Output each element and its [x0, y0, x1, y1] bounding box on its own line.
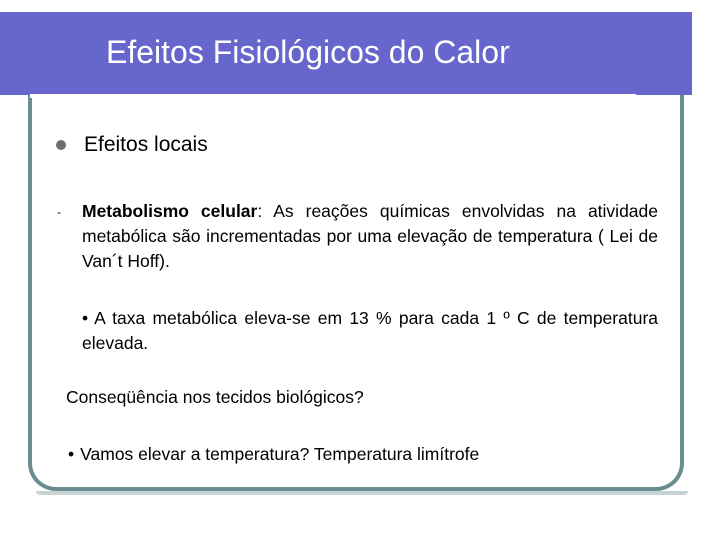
rate-text: A taxa metabólica eleva-se em 13 % para cada 1 º C de temperatura elevada.: [82, 308, 658, 353]
bullet-icon: [56, 140, 66, 150]
question-text: Conseqüência nos tecidos biológicos?: [66, 387, 364, 407]
slide-title: Efeitos Fisiológicos do Calor: [106, 34, 510, 70]
metabolism-text: : As reações químicas envolvidas na atividade metabólica são incrementadas por uma elevação de temperatura ( Lei de Van´t Hoff).: [82, 201, 658, 271]
closing-line: [68, 444, 479, 465]
dash-marker: -: [57, 205, 61, 219]
closing-text: Vamos elevar a temperatura? Temperatura limítrofe: [80, 444, 480, 464]
closing-bullet-icon: •: [68, 444, 75, 464]
title-underline: [30, 94, 636, 98]
metabolism-paragraph: [82, 199, 658, 274]
metabolism-term: Metabolismo celular: [82, 201, 258, 221]
section-heading: Efeitos locais: [84, 133, 208, 156]
rate-paragraph: [82, 306, 658, 356]
rate-bullet-icon: •: [82, 308, 89, 328]
